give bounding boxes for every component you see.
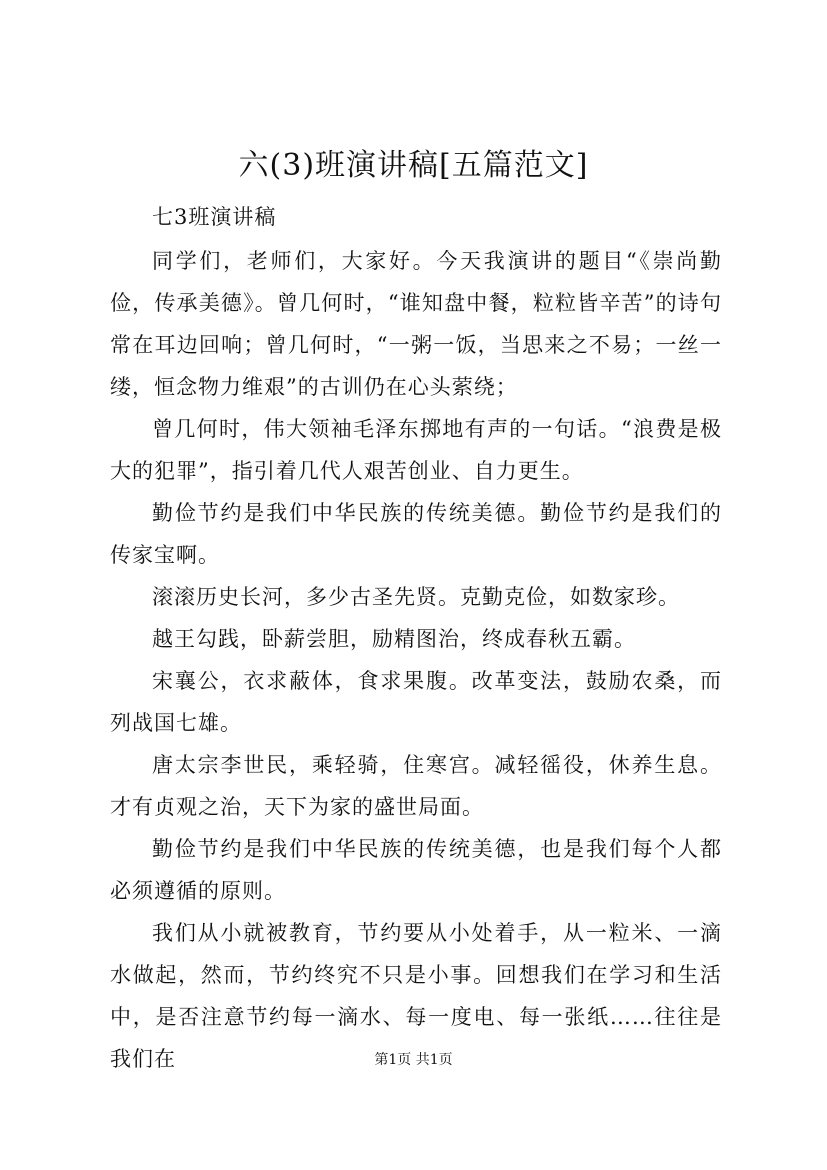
paragraph: 勤俭节约是我们中华民族的传统美德，也是我们每个人都必须遵循的原则。 bbox=[110, 837, 722, 903]
paragraph: 同学们，老师们，大家好。今天我演讲的题目“《崇尚勤俭，传承美德》。曾几何时，“谁知盘中餐，粒粒皆辛苦”的诗句常在耳边回响；曾几何时，“一粥一饭，当思来之不易；一丝一缕，恒念物力维艰”的古训仍在心头萦绕； bbox=[110, 249, 722, 399]
document-subheading: 七3班演讲稿 bbox=[152, 205, 277, 229]
document-title: 六(3)班演讲稿[五篇范文] bbox=[238, 148, 589, 183]
paragraph: 我们从小就被教育，节约要从小处着手，从一粒米、一滴水做起，然而，节约终究不只是小事。回想我们在学习和生活中，是否注意节约每一滴水、每一度电、每一张纸……往往是我们在 bbox=[110, 921, 722, 1071]
paragraph: 唐太宗李世民，乘轻骑，住寒宫。减轻徭役，休养生息。才有贞观之治，天下为家的盛世局面。 bbox=[110, 753, 722, 819]
document-body bbox=[110, 198, 722, 1080]
paragraph: 曾几何时，伟大领袖毛泽东掷地有声的一句话。“浪费是极大的犯罪”，指引着几代人艰苦创业、自力更生。 bbox=[110, 417, 722, 483]
paragraph: 勤俭节约是我们中华民族的传统美德。勤俭节约是我们的传家宝啊。 bbox=[110, 501, 722, 567]
page-footer: 第1页 共1页 bbox=[374, 1052, 453, 1068]
paragraph: 越王勾践，卧薪尝胆，励精图治，终成春秋五霸。 bbox=[152, 627, 636, 651]
paragraph: 滚滚历史长河，多少古圣先贤。克勤克俭，如数家珍。 bbox=[152, 585, 680, 609]
paragraph: 宋襄公，衣求蔽体，食求果腹。改革变法，鼓励农桑，而列战国七雄。 bbox=[110, 669, 722, 735]
